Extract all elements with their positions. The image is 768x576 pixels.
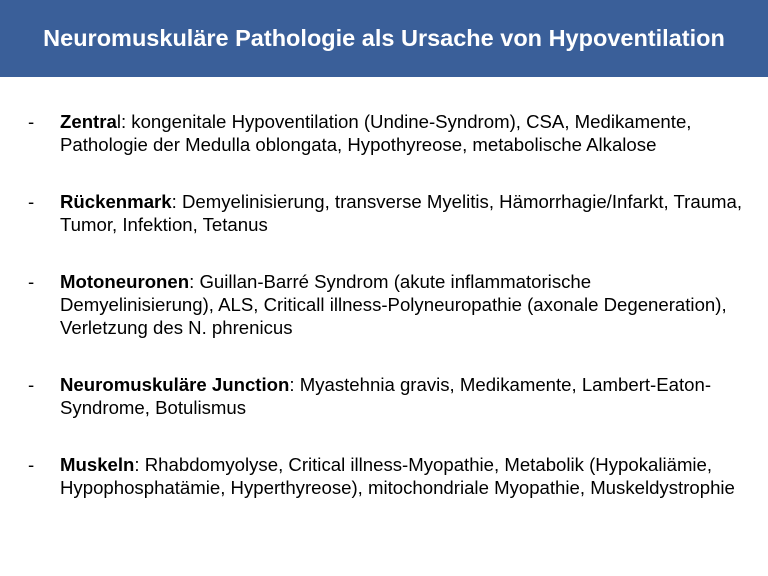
list-item-muskeln: [28, 453, 748, 499]
item-heading: Rückenmark: [60, 191, 172, 212]
slide-title: Neuromuskuläre Pathologie als Ursache von Hypoventilation: [43, 25, 725, 51]
bullet-dash: -: [28, 111, 35, 132]
item-heading: Neuromuskuläre Junction: [60, 374, 290, 395]
item-text: : Myastehnia gravis, Medikamente, Lambert-Eaton-Syndrome, Botulismus: [60, 374, 712, 418]
bullet-dash: -: [28, 454, 35, 475]
list-item-junction: [28, 373, 748, 419]
item-body: [60, 110, 748, 156]
item-heading: Zentra: [60, 111, 117, 132]
item-body: [60, 270, 748, 339]
item-text: : Rhabdomyolyse, Critical illness-Myopathie, Metabolik (Hypokaliämie, Hypophosphatämie, Hyperthyreose), mitochondriale Myopathie, Muskeldystrophie: [60, 454, 735, 498]
bullet-dash: -: [28, 374, 35, 395]
item-body: [60, 190, 748, 236]
title-bar: [0, 0, 768, 77]
bullet-list: [28, 110, 748, 533]
bullet-dash: -: [28, 271, 35, 292]
list-item-zentral: [28, 110, 748, 156]
item-heading: Muskeln: [60, 454, 135, 475]
item-text: : Guillan-Barré Syndrom (akute inflammatorische Demyelinisierung), ALS, Criticall illness-Polyneuropathie (axonale Degeneration), Verletzung des N. phrenicus: [60, 271, 727, 338]
list-item-rueckenmark: [28, 190, 748, 236]
item-heading: Motoneuronen: [60, 271, 190, 292]
item-text: : Demyelinisierung, transverse Myelitis, Hämorrhagie/Infarkt, Trauma, Tumor, Infektion, Tetanus: [60, 191, 743, 235]
item-body: [60, 373, 748, 419]
list-item-motoneuronen: [28, 270, 748, 339]
item-text: l: kongenitale Hypoventilation (Undine-Syndrom), CSA, Medikamente, Pathologie der Medulla oblongata, Hypothyreose, metabolische Alkalose: [60, 111, 692, 155]
bullet-dash: -: [28, 191, 35, 212]
item-body: [60, 453, 748, 499]
